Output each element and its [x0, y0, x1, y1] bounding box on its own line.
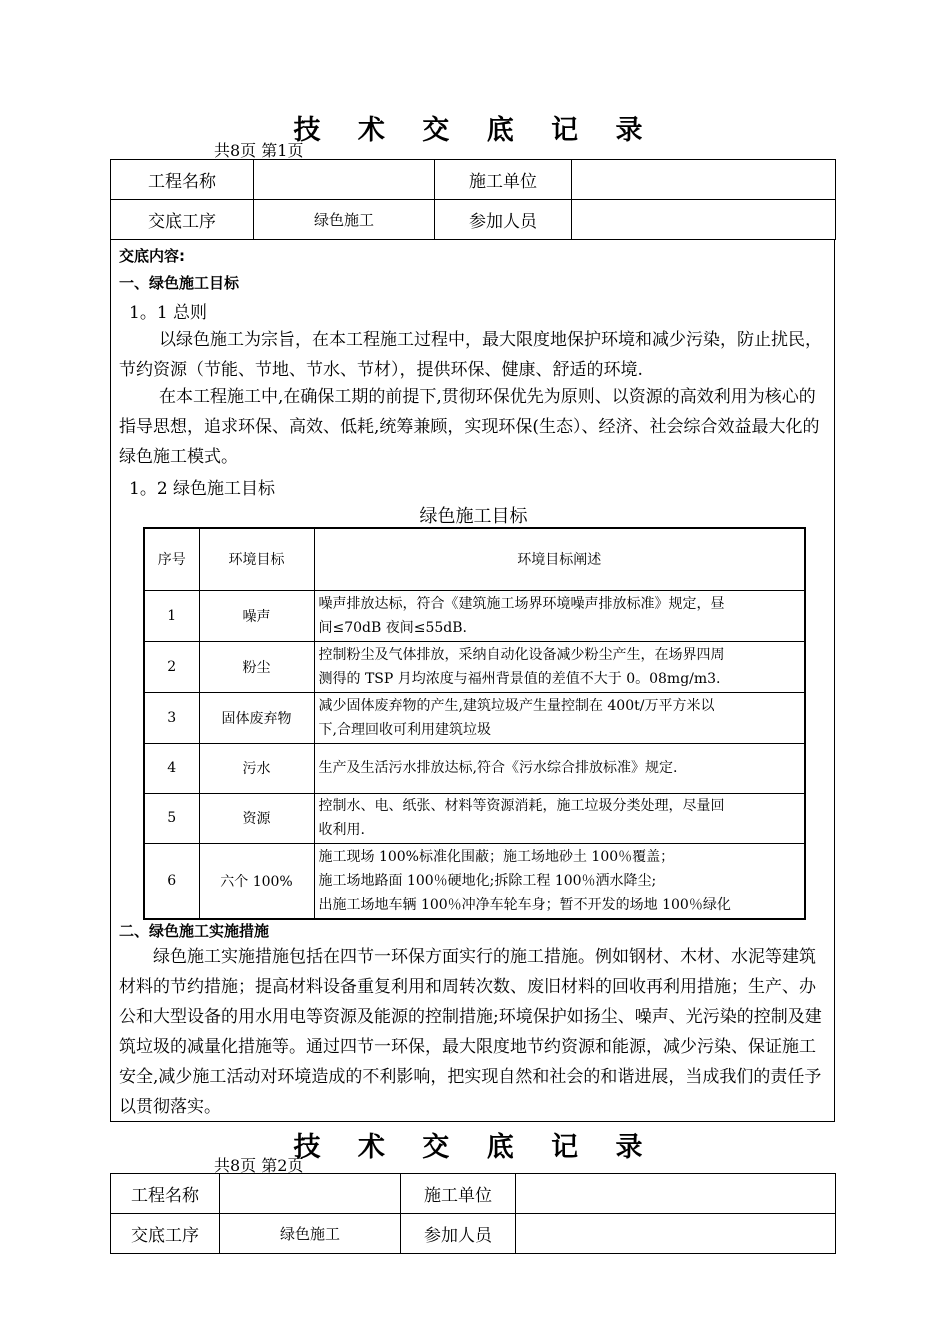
participants-label: 参加人员 — [401, 1214, 516, 1254]
content-label: 交底内容: — [119, 247, 185, 265]
header-table-page2 — [110, 1173, 836, 1254]
description-line: 出施工场地车辆 100％冲净车轮车身；暂不开发的场地 100％绿化 — [318, 896, 731, 913]
description-line: 下,合理回收可利用建筑垃圾 — [318, 721, 491, 738]
process-value: 绿色施工 — [220, 1214, 401, 1254]
document-title-page2: 技 术 交 底 记 录 — [293, 1132, 657, 1163]
participants-label: 参加人员 — [435, 200, 572, 240]
table-row — [144, 843, 805, 919]
page-info: 共8页 第1页 — [214, 141, 304, 160]
header-table — [110, 159, 836, 240]
description-line: 控制粉尘及气体排放，采纳自动化设备减少粉尘产生，在场界四周 — [318, 646, 725, 663]
row-target: 粉尘 — [199, 641, 314, 692]
content-box — [110, 240, 835, 1122]
row-description — [314, 843, 805, 919]
project-name-label: 工程名称 — [111, 1174, 220, 1214]
participants-value — [572, 200, 836, 240]
table-row — [144, 692, 805, 743]
description-line: 减少固体废弃物的产生,建筑垃圾产生量控制在 400t/万平方米以 — [318, 697, 715, 714]
description-line: 生产及生活污水排放达标,符合《污水综合排放标准》规定. — [318, 760, 678, 776]
row-description — [314, 590, 805, 641]
header-row — [111, 200, 836, 240]
description-line: 测得的 TSP 月均浓度与福州背景值的差值不大于 0。08mg/m3. — [318, 670, 721, 687]
row-number: 5 — [144, 793, 199, 843]
document-title: 技 术 交 底 记 录 — [293, 115, 657, 146]
goals-table — [143, 527, 806, 920]
construction-unit-label: 施工单位 — [401, 1174, 516, 1214]
row-number: 3 — [144, 692, 199, 743]
row-description — [314, 743, 805, 793]
description-line: 噪声排放达标，符合《建筑施工场界环境噪声排放标准》规定，昼 — [318, 595, 725, 612]
column-header-no: 序号 — [144, 528, 199, 590]
process-value: 绿色施工 — [254, 200, 435, 240]
section-1-1-heading: 1。1 总则 — [129, 303, 208, 323]
section-1-1-paragraph-1: 以绿色施工为宗旨，在本工程施工过程中，最大限度地保护环境和减少污染，防止扰民，节约资源（节能、节地、节水、节材），提供环保、健康、舒适的环境. — [119, 330, 822, 380]
description-line: 间≤70dB 夜间≤55dB. — [318, 619, 467, 636]
construction-unit-value — [572, 160, 836, 200]
header-row — [111, 1174, 836, 1214]
row-number: 6 — [144, 843, 199, 919]
project-name-value — [220, 1174, 401, 1214]
section-1-1-paragraph-2: 在本工程施工中,在确保工期的前提下,贯彻环保优先为原则、以资源的高效利用为核心的指导思想，追求环保、高效、低耗,统筹兼顾，实现环保(生态）、经济、社会综合效益最大化的绿色施工模式。 — [119, 387, 820, 467]
row-number: 4 — [144, 743, 199, 793]
row-target: 固体废弃物 — [199, 692, 314, 743]
section2-heading: 二、绿色施工实施措施 — [119, 922, 270, 940]
table-row — [144, 793, 805, 843]
table-row — [144, 743, 805, 793]
process-label: 交底工序 — [111, 200, 254, 240]
column-header-description: 环境目标阐述 — [314, 528, 805, 590]
goals-table-header — [144, 528, 805, 590]
construction-unit-label: 施工单位 — [435, 160, 572, 200]
table-row — [144, 641, 805, 692]
row-description — [314, 641, 805, 692]
project-name-label: 工程名称 — [111, 160, 254, 200]
header-row — [111, 1214, 836, 1254]
page-info-page2: 共8页 第2页 — [214, 1156, 304, 1175]
row-target: 资源 — [199, 793, 314, 843]
section1-heading: 一、绿色施工目标 — [119, 274, 240, 292]
table-row — [144, 590, 805, 641]
process-label: 交底工序 — [111, 1214, 220, 1254]
construction-unit-value — [516, 1174, 836, 1214]
row-target: 污水 — [199, 743, 314, 793]
row-target: 六个 100% — [199, 843, 314, 919]
row-description — [314, 692, 805, 743]
description-line: 施工现场 100%标准化围蔽；施工场地砂土 100％覆盖； — [318, 848, 675, 865]
row-target: 噪声 — [199, 590, 314, 641]
participants-value — [516, 1214, 836, 1254]
row-description — [314, 793, 805, 843]
description-line: 控制水、电、纸张、材料等资源消耗，施工垃圾分类处理，尽量回 — [318, 798, 725, 814]
row-number: 1 — [144, 590, 199, 641]
row-number: 2 — [144, 641, 199, 692]
description-line: 收利用. — [318, 822, 365, 838]
header-row — [111, 160, 836, 200]
section2-paragraph: 绿色施工实施措施包括在四节一环保方面实行的施工措施。例如钢材、木材、水泥等建筑材料的节约措施；提高材料设备重复利用和周转次数、废旧材料的回收再利用措施；生产、办公和大型设备的用水用电等资源及能源的控制措施;环境保护如扬尘、噪声、光污染的控制及建筑垃圾的减量化措施等。通过四节一环保，最大限度地节约资源和能源，减少污染、保证施工安全,减少施工活动对环境造成的不利影响，把实现自然和社会的和谐进展，当成我们的责任予以贯彻落实。 — [119, 947, 822, 1117]
description-line: 施工场地路面 100％硬地化;拆除工程 100％洒水降尘; — [318, 872, 657, 889]
table-caption: 绿色施工目标 — [419, 506, 528, 527]
project-name-value — [254, 160, 435, 200]
section-1-2-heading: 1。2 绿色施工目标 — [129, 479, 276, 499]
column-header-target: 环境目标 — [199, 528, 314, 590]
